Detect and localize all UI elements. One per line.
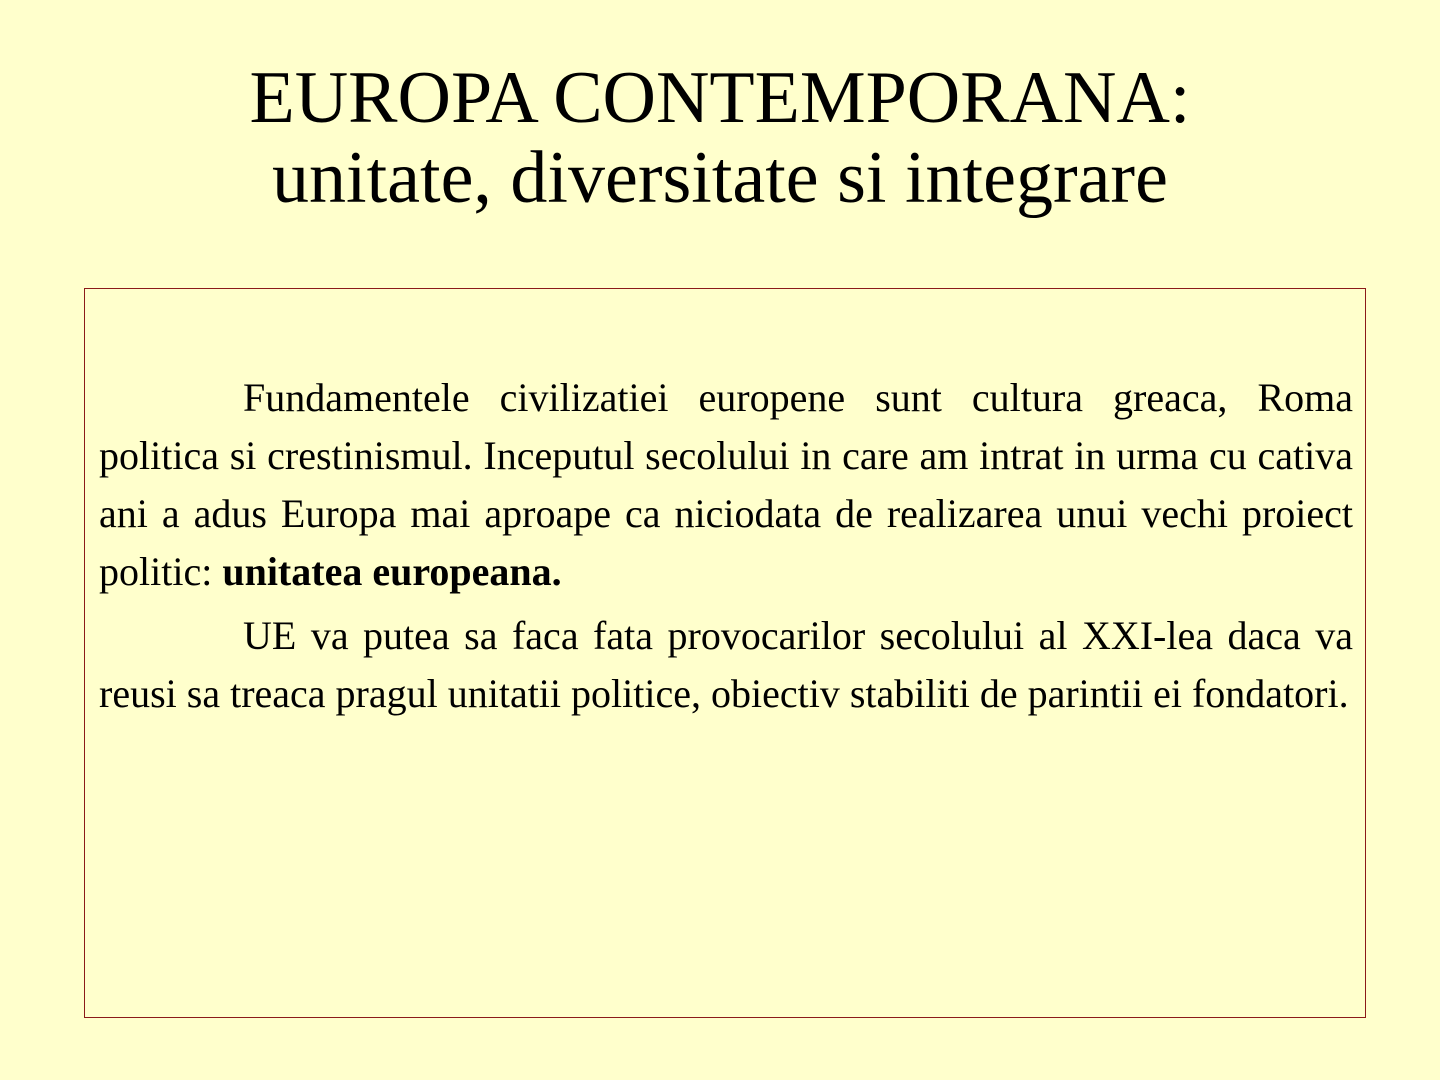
paragraph-1 bbox=[99, 369, 1353, 601]
slide-title bbox=[0, 58, 1440, 218]
paragraph-2-text: UE va putea sa faca fata provocarilor secolului al XXI-lea daca va reusi sa treaca pragul unitatii politice, obiectiv stabiliti de parintii ei fondatori. bbox=[99, 613, 1353, 716]
slide-title-line-2: unitate, diversitate si integrare bbox=[272, 137, 1168, 219]
content-text bbox=[99, 369, 1353, 729]
paragraph-1-text: Fundamentele civilizatiei europene sunt cultura greaca, Roma politica si crestinismul. Inceputul secolului in care am intrat in urma cu cativa ani a adus Europa mai aproape ca niciodata de realizarea unui vechi proiect politic: bbox=[99, 375, 1353, 594]
paragraph-1-bold: unitatea europeana. bbox=[222, 549, 562, 594]
content-box bbox=[84, 288, 1366, 1018]
slide-title-line-1: EUROPA CONTEMPORANA: bbox=[249, 57, 1191, 139]
paragraph-2 bbox=[99, 607, 1353, 723]
